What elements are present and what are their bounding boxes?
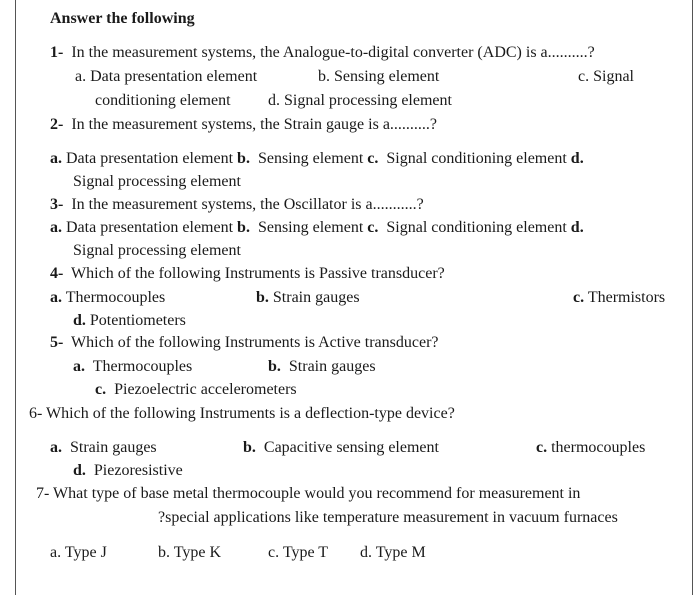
- question-5-text: Which of the following Instruments is Active transducer?: [71, 334, 439, 351]
- question-4: [50, 264, 445, 284]
- q4-option-c: c. Thermistors: [573, 289, 666, 306]
- question-2-text: In the measurement systems, the Strain gauge is a..........?: [71, 116, 438, 133]
- question-7: [36, 484, 580, 504]
- question-2: [50, 115, 437, 135]
- question-3: [50, 195, 424, 215]
- q7-option-c: c. Type T: [268, 544, 329, 561]
- question-5-number: 5-: [50, 334, 64, 351]
- question-7-number: 7-: [36, 485, 50, 502]
- question-2-number: 2-: [50, 116, 64, 133]
- q2-options-line: a. Data presentation element b. Sensing element c. Signal conditioning element d.: [50, 150, 584, 167]
- q7-option-d: d. Type M: [360, 544, 426, 561]
- q5-option-a: a. Thermocouples: [73, 358, 193, 375]
- question-4-number: 4-: [50, 265, 64, 282]
- q5-option-b: b. Strain gauges: [268, 358, 376, 375]
- q6-option-a: a. Strain gauges: [50, 439, 157, 456]
- question-1: [50, 43, 595, 63]
- q1-option-b: b. Sensing element: [318, 68, 440, 85]
- q4-option-a: a. Thermocouples: [50, 289, 166, 306]
- question-6-text: Which of the following Instruments is a deflection-type device?: [46, 405, 455, 422]
- question-6: [29, 404, 455, 424]
- question-4-text: Which of the following Instruments is Passive transducer?: [71, 265, 445, 282]
- question-7-text-continued: ?special applications like temperature measurement in vacuum furnaces: [158, 509, 618, 526]
- q2-option-d-text: Signal processing element: [73, 173, 241, 190]
- question-3-number: 3-: [50, 196, 64, 213]
- q7-option-a: a. Type J: [50, 544, 107, 561]
- q3-option-d-text: Signal processing element: [73, 242, 241, 259]
- q1-option-d: d. Signal processing element: [268, 92, 452, 109]
- q6-option-d: d. Piezoresistive: [73, 462, 183, 479]
- question-6-number: 6-: [29, 405, 43, 422]
- q4-option-d: d. Potentiometers: [73, 312, 186, 329]
- q4-option-b: b. Strain gauges: [256, 289, 360, 306]
- q1-option-c-continued: conditioning element: [95, 92, 231, 109]
- question-7-text: What type of base metal thermocouple would you recommend for measurement in: [53, 485, 581, 502]
- q6-option-c: c. thermocouples: [536, 439, 646, 456]
- question-3-text: In the measurement systems, the Oscillator is a...........?: [71, 196, 424, 213]
- q7-option-b: b. Type K: [158, 544, 222, 561]
- question-1-number: 1-: [50, 44, 64, 61]
- q3-options-line: a. Data presentation element b. Sensing element c. Signal conditioning element d.: [50, 219, 584, 236]
- q1-option-a: a. Data presentation element: [75, 68, 258, 85]
- q1-option-c: c. Signal: [578, 68, 634, 85]
- heading: Answer the following: [50, 10, 195, 27]
- q5-option-c: c. Piezoelectric accelerometers: [95, 381, 297, 398]
- right-border: [692, 0, 693, 595]
- question-1-text: In the measurement systems, the Analogue-to-digital converter (ADC) is a..........?: [71, 44, 595, 61]
- q6-option-b: b. Capacitive sensing element: [243, 439, 439, 456]
- left-border: [15, 0, 16, 595]
- question-5: [50, 333, 439, 353]
